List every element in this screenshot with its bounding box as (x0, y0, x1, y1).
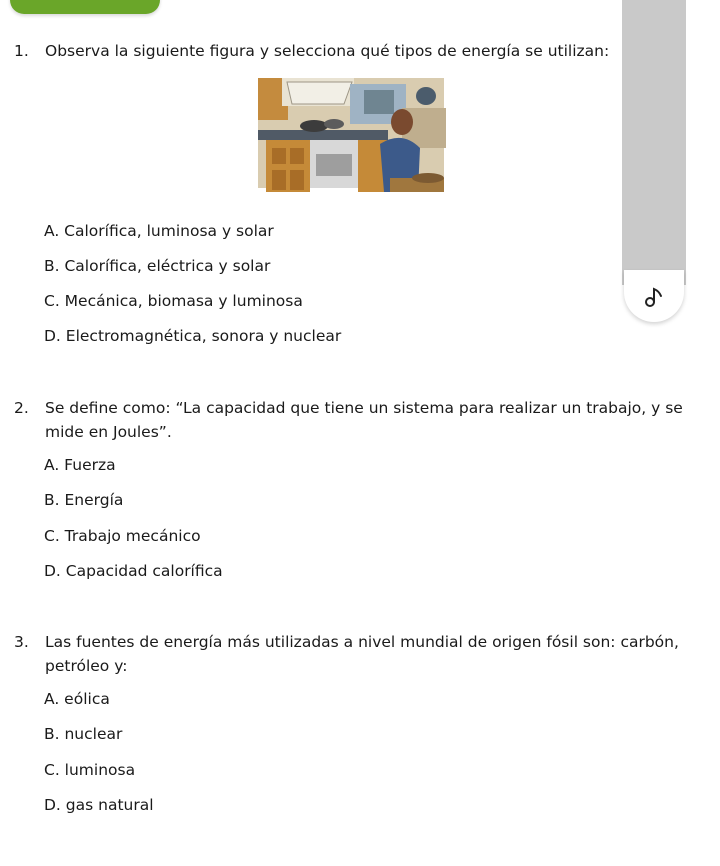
option[interactable]: C. Mecánica, biomasa y luminosa (44, 292, 303, 310)
question-text: Las fuentes de energía más utilizadas a nivel mundial de origen fósil son: carbón, petróleo y: (45, 633, 679, 675)
question-3 (14, 630, 704, 678)
option[interactable]: A. Fuerza (44, 456, 116, 474)
audio-button[interactable] (624, 270, 684, 322)
question-number: 3. (14, 633, 29, 651)
green-tab (10, 0, 160, 14)
option[interactable]: A. Calorífica, luminosa y solar (44, 222, 274, 240)
question-text: Se define como: “La capacidad que tiene un sistema para realizar un trabajo, y se mide en Joules”. (45, 399, 683, 441)
option[interactable]: C. Trabajo mecánico (44, 527, 201, 545)
option[interactable]: C. luminosa (44, 761, 136, 779)
option[interactable]: B. nuclear (44, 725, 123, 743)
question-number: 1. (14, 42, 29, 60)
option[interactable]: B. Energía (44, 491, 124, 509)
audio-note-icon (645, 286, 663, 308)
option[interactable]: D. gas natural (44, 796, 154, 814)
option[interactable]: A. eólica (44, 690, 110, 708)
kitchen-figure (252, 74, 446, 207)
question-text: Observa la siguiente figura y selecciona qué tipos de energía se utilizan: (45, 42, 610, 60)
question-2 (14, 396, 694, 444)
option[interactable]: D. Electromagnética, sonora y nuclear (44, 327, 342, 345)
question-1 (14, 39, 634, 63)
option[interactable]: D. Capacidad calorífica (44, 562, 223, 580)
question-number: 2. (14, 399, 29, 417)
option[interactable]: B. Calorífica, eléctrica y solar (44, 257, 271, 275)
